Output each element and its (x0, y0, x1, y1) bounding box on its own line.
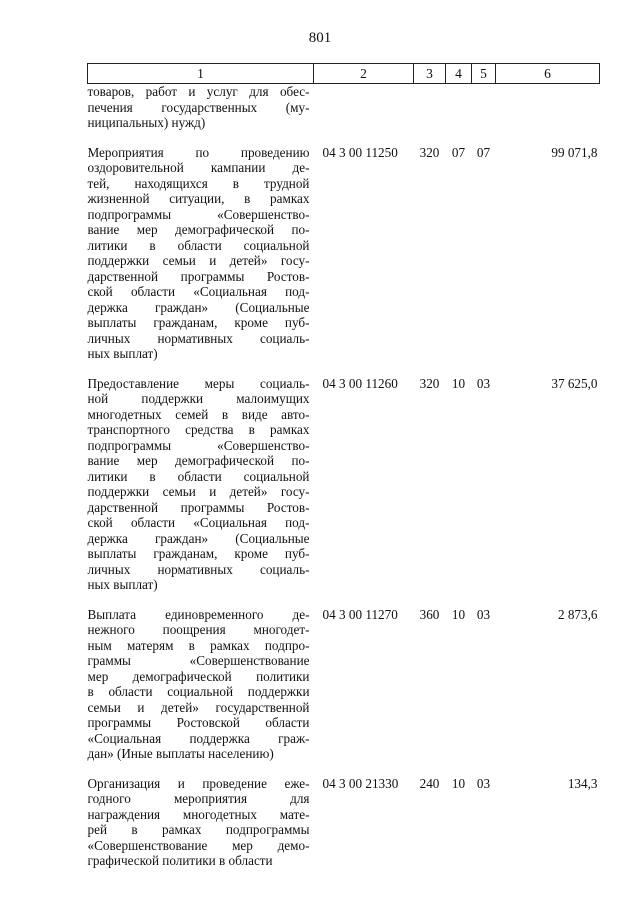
table-header-row (88, 64, 600, 84)
subsection-cell: 07 (476, 144, 491, 160)
expense-name-line: Организация и проведение еже- (87, 775, 310, 791)
expense-name-line: ской области «Социальная под- (87, 284, 310, 299)
table-body (88, 84, 600, 869)
expense-name-line: дарственной программы Ростов- (87, 499, 310, 515)
amount-cell: 99 071,8 (551, 144, 598, 160)
expense-name-line: «Социальная поддержка граж- (87, 730, 310, 746)
spacer-cell (472, 362, 496, 376)
expense-name-line: годного мероприятия для (87, 791, 310, 806)
section-cell: 10 (451, 375, 466, 391)
expense-name-line: мер демографической политики (87, 668, 310, 684)
expense-name-line: оздоровительной кампании де- (87, 160, 310, 175)
expense-name-line: личных нормативных социаль- (87, 330, 310, 346)
expense-name-line: рей в рамках подпрограммы (87, 822, 310, 837)
row-spacer (88, 362, 600, 376)
expense-name-line: поддержки семьи и детей» госу- (87, 253, 310, 268)
spacer-cell (88, 362, 314, 376)
spacer-cell (414, 762, 446, 776)
target-code-cell: 04 3 00 11250 (322, 144, 398, 160)
expense-name-line: литики в области социальной (87, 468, 310, 484)
table-row (88, 776, 600, 869)
page-number: 801 (308, 30, 332, 46)
expense-name-line: тей, находящихся в трудной (87, 175, 310, 191)
expense-type-cell: 360 (419, 606, 440, 622)
expense-name-line: «Совершенствование мер демо- (87, 837, 310, 853)
expense-name-line: дан» (Иные выплаты населению) (87, 746, 274, 761)
spacer-cell (496, 762, 600, 776)
expense-name-line: многодетных семей в виде авто- (87, 406, 310, 422)
section-cell: 07 (451, 144, 466, 160)
expense-name-line: выплаты гражданам, кроме пуб- (87, 546, 310, 561)
table-row (88, 607, 600, 762)
expense-type-cell (414, 84, 446, 131)
amount-cell: 2 873,6 (557, 606, 598, 622)
expense-name-line: выплаты гражданам, кроме пуб- (87, 315, 310, 330)
expense-name-line: ных выплат) (87, 346, 158, 361)
subsection-cell: 03 (476, 375, 491, 391)
expense-name-line: программы Ростовской области (87, 715, 310, 730)
spacer-cell (88, 131, 314, 145)
spacer-cell (446, 131, 472, 145)
expense-type-cell: 320 (419, 375, 440, 391)
table-row (88, 145, 600, 362)
target-code-cell (314, 84, 414, 131)
row-spacer (88, 762, 600, 776)
section-cell: 10 (451, 606, 466, 622)
row-spacer (88, 593, 600, 607)
expense-name-line: печения государственных (му- (87, 99, 310, 115)
expense-name-cell (88, 145, 314, 362)
expense-name-line: подпрограммы «Совершенство- (87, 206, 310, 222)
subsection-cell: 03 (476, 775, 491, 791)
expense-type-cell: 240 (419, 775, 440, 791)
expense-name-line: граммы «Совершенствование (87, 653, 310, 668)
row-spacer (88, 131, 600, 145)
header-col-2: 2 (314, 64, 414, 84)
expense-name-line: семьи и детей» государственной (87, 699, 310, 715)
header-col-5: 5 (472, 64, 496, 84)
spacer-cell (472, 762, 496, 776)
amount-cell: 134,3 (567, 775, 598, 791)
budget-table (87, 63, 600, 869)
spacer-cell (496, 362, 600, 376)
table-row (88, 376, 600, 593)
spacer-cell (314, 762, 414, 776)
spacer-cell (472, 131, 496, 145)
header-col-4: 4 (446, 64, 472, 84)
expense-name-line: Выплата единовременного де- (87, 606, 310, 622)
spacer-cell (446, 362, 472, 376)
expense-name-line: держка граждан» (Социальные (87, 299, 310, 315)
expense-name-line: графической политики в области (87, 853, 273, 868)
table-row (88, 84, 600, 131)
expense-name-line: нежного поощрения многодет- (87, 622, 310, 637)
spacer-cell (446, 593, 472, 607)
spacer-cell (496, 131, 600, 145)
expense-name-cell (88, 607, 314, 762)
expense-name-cell (88, 776, 314, 869)
expense-name-line: транспортного средства в рамках (87, 422, 310, 437)
header-col-3: 3 (414, 64, 446, 84)
spacer-cell (88, 593, 314, 607)
spacer-cell (414, 593, 446, 607)
expense-name-line: личных нормативных социаль- (87, 561, 310, 577)
expense-name-cell (88, 84, 314, 131)
spacer-cell (314, 131, 414, 145)
expense-name-line: держка граждан» (Социальные (87, 530, 310, 546)
expense-name-line: литики в области социальной (87, 237, 310, 253)
expense-name-line: ниципальных) нужд) (87, 115, 206, 130)
expense-type-cell: 320 (419, 144, 440, 160)
section-cell (446, 84, 472, 131)
target-code-cell: 04 3 00 11270 (322, 606, 398, 622)
spacer-cell (446, 762, 472, 776)
amount-cell: 37 625,0 (551, 375, 598, 391)
spacer-cell (414, 362, 446, 376)
subsection-cell (472, 84, 496, 131)
expense-name-line: поддержки семьи и детей» госу- (87, 484, 310, 499)
expense-name-line: дарственной программы Ростов- (87, 268, 310, 284)
subsection-cell: 03 (476, 606, 491, 622)
amount-cell (496, 84, 600, 131)
expense-name-cell (88, 376, 314, 593)
expense-name-line: ных выплат) (87, 577, 158, 592)
expense-name-line: ской области «Социальная под- (87, 515, 310, 530)
spacer-cell (472, 593, 496, 607)
target-code-cell: 04 3 00 11260 (322, 375, 398, 391)
spacer-cell (88, 762, 314, 776)
expense-name-line: жизненной ситуации, в рамках (87, 191, 310, 206)
target-code-cell: 04 3 00 21330 (322, 775, 399, 791)
expense-name-line: товаров, работ и услуг для обес- (87, 84, 310, 99)
expense-name-line: вание мер демографической по- (87, 222, 310, 237)
expense-name-line: награждения многодетных мате- (87, 806, 310, 822)
spacer-cell (414, 131, 446, 145)
expense-name-line: подпрограммы «Совершенство- (87, 437, 310, 453)
header-col-1: 1 (88, 64, 314, 84)
section-cell: 10 (451, 775, 466, 791)
spacer-cell (314, 362, 414, 376)
expense-name-line: Мероприятия по проведению (87, 144, 310, 160)
expense-name-line: вание мер демографической по- (87, 453, 310, 468)
expense-name-line: ным матерям в рамках подпро- (87, 637, 310, 653)
expense-name-line: ной поддержки малоимущих (87, 391, 310, 406)
expense-name-line: в области социальной поддержки (87, 684, 310, 699)
spacer-cell (314, 593, 414, 607)
header-col-6: 6 (496, 64, 600, 84)
expense-name-line: Предоставление меры социаль- (87, 375, 310, 391)
spacer-cell (496, 593, 600, 607)
